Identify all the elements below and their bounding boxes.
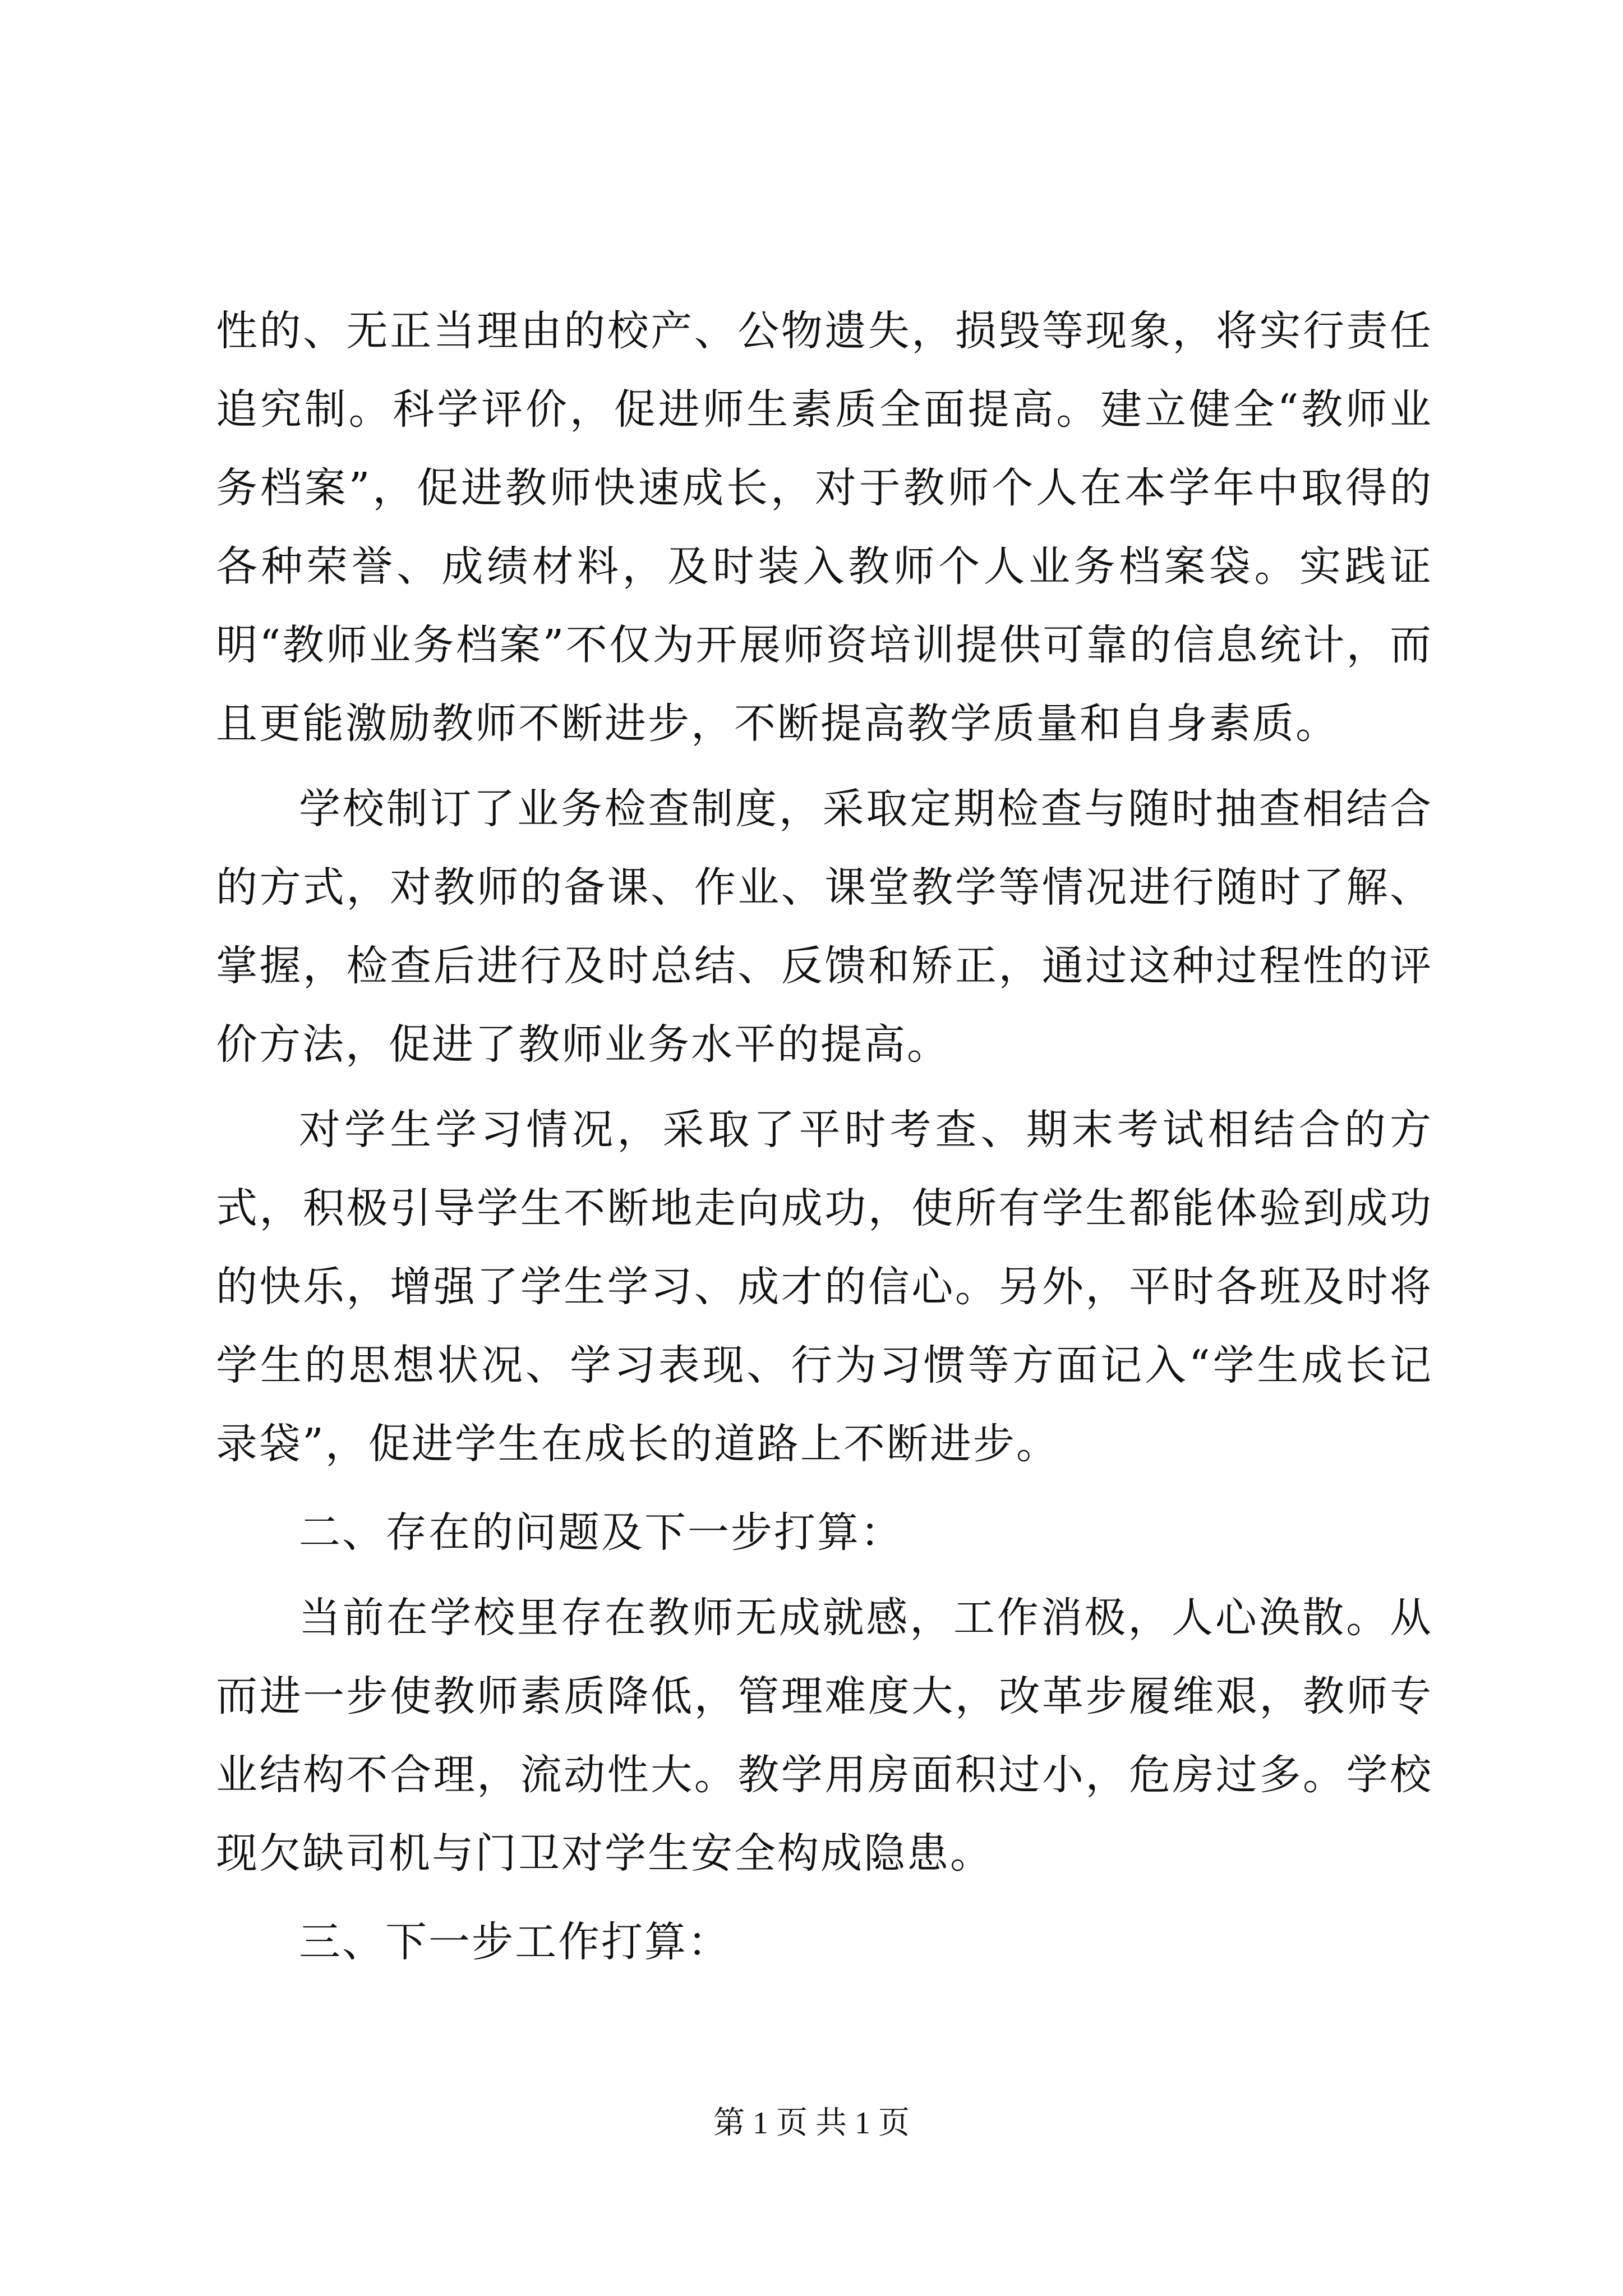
- document-body: [216, 292, 1433, 1988]
- paragraph-responsibility: 性的、无正当理由的校产、公物遗失，损毁等现象，将实行责任追究制。科学评价，促进师生素质全面提高。建立健全“教师业务档案”，促进教师快速成长，对于教师个人在本学年中取得的各种荣誉、成绩材料，及时装入教师个人业务档案袋。实践证明“教师业务档案”不仅为开展师资培训提供可靠的信息统计，而且更能激励教师不断进步，不断提高教学质量和自身素质。: [216, 307, 1433, 748]
- paragraph-student-evaluation: 对学生学习情况，采取了平时考查、期末考试相结合的方式，积极引导学生不断地走向成功，使所有学生都能体验到成功的快乐，增强了学生学习、成才的信心。另外，平时各班及时将学生的思想状况、学习表现、行为习惯等方面记入“学生成长记录袋”，促进学生在成长的道路上不断进步。: [216, 1106, 1433, 1468]
- page-number-footer: 第 1 页 共 1 页: [713, 2106, 910, 2141]
- section-heading-problems: 二、存在的问题及下一步打算：: [299, 1508, 903, 1557]
- paragraph-current-problems: 当前在学校里存在教师无成就感，工作消极，人心涣散。从而进一步使教师素质降低，管理难度大，改革步履维艰，教师专业结构不合理，流动性大。教学用房面积过小，危房过多。学校现欠缺司机与门卫对学生安全构成隐患。: [216, 1594, 1433, 1878]
- section-heading-next-steps: 三、下一步工作打算：: [299, 1918, 731, 1966]
- paragraph-inspection-system: 学校制订了业务检查制度，采取定期检查与随时抽查相结合的方式，对教师的备课、作业、课堂教学等情况进行随时了解、掌握，检查后进行及时总结、反馈和矫正，通过这种过程性的评价方法，促进了教师业务水平的提高。: [216, 785, 1433, 1069]
